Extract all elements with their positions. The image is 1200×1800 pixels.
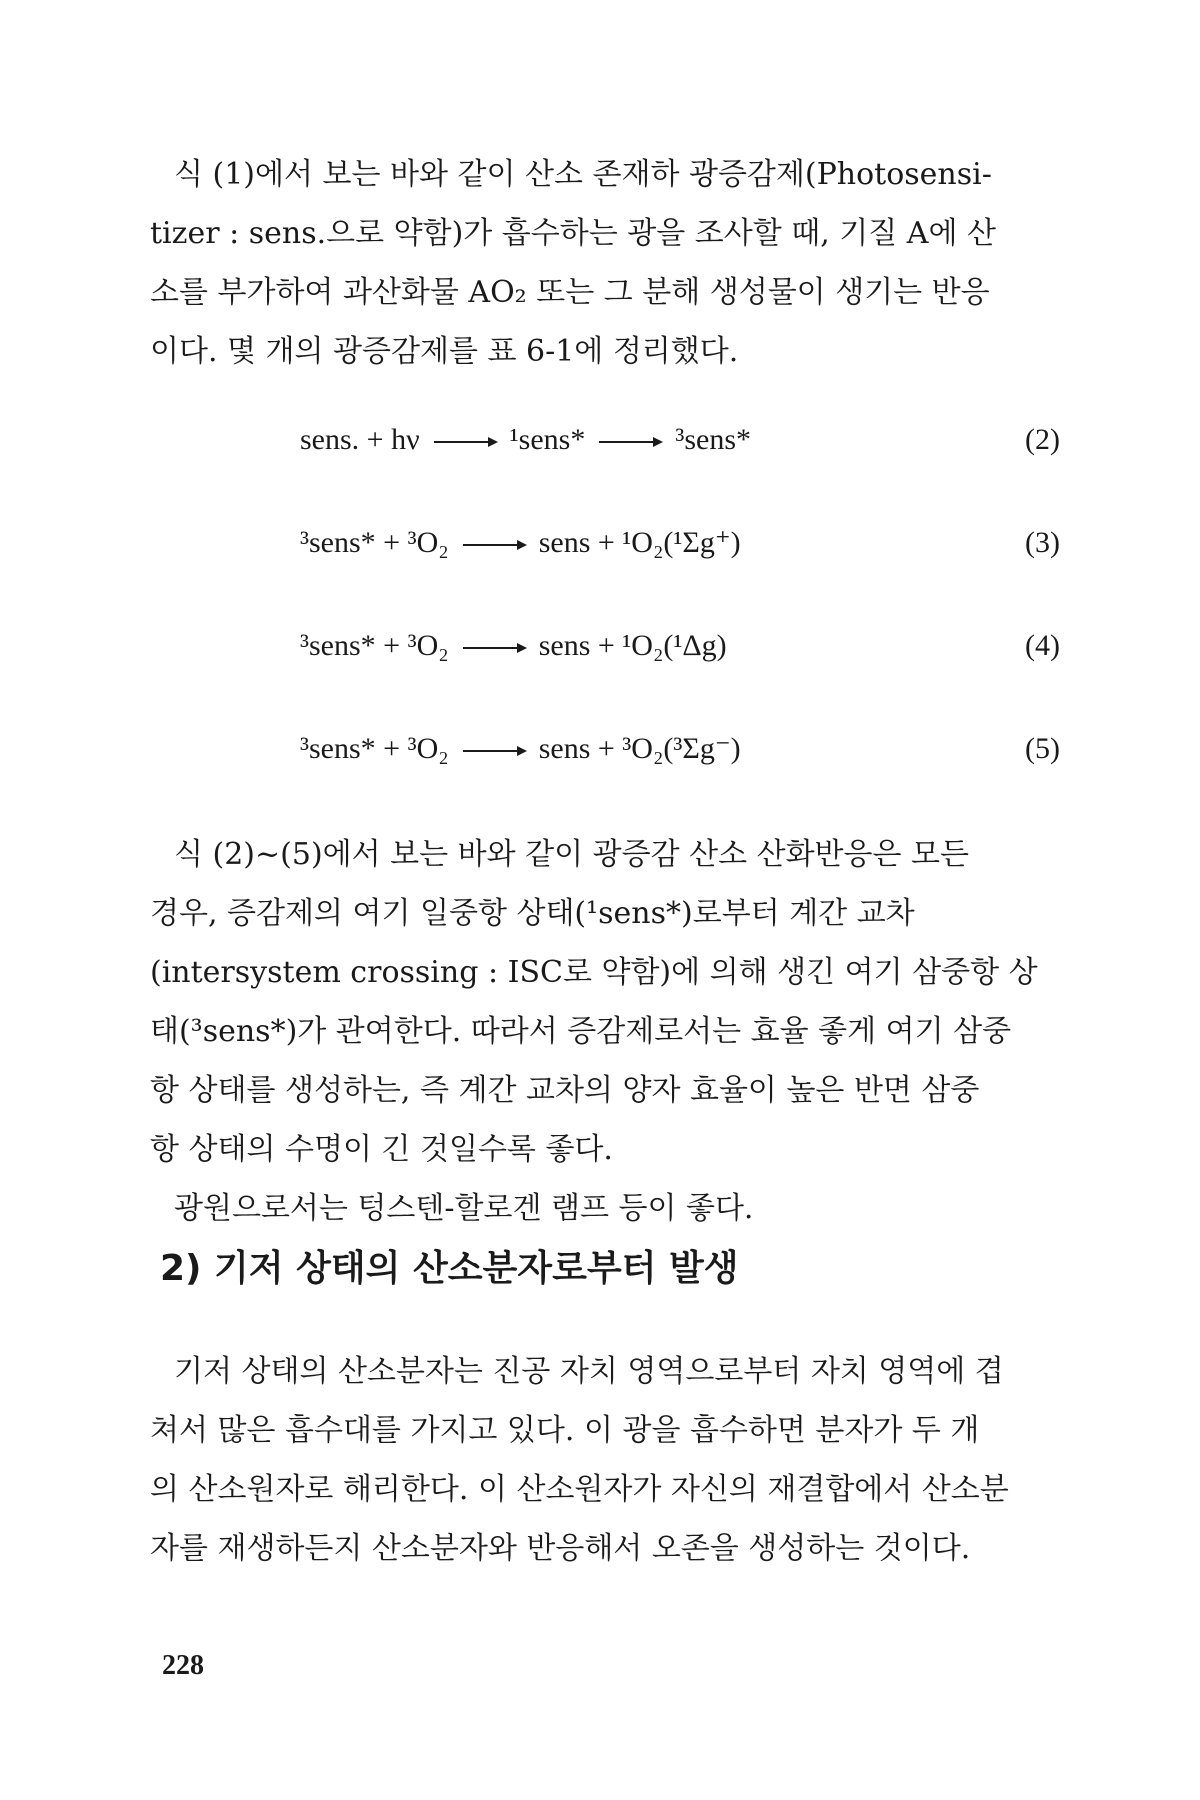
text-line: 항 상태의 수명이 긴 것일수록 좋다.	[150, 1132, 613, 1167]
text-line: 쳐서 많은 흡수대를 가지고 있다. 이 광을 흡수하면 분자가 두 개	[150, 1413, 980, 1448]
text-line: 의 산소원자로 해리한다. 이 산소원자가 자신의 재결합에서 산소분	[150, 1472, 1009, 1507]
equation-lhs: ³sens* + ³O₂	[300, 732, 449, 765]
text-line: 식 (1)에서 보는 바와 같이 산소 존재하 광증감제(Photosensi-	[174, 157, 992, 192]
text-line: 식 (2)~(5)에서 보는 바와 같이 광증감 산소 산화반응은 모든	[174, 837, 969, 872]
text-line: 항 상태를 생성하는, 즉 계간 교차의 양자 효율이 높은 반면 삼중	[150, 1073, 980, 1108]
equation-5	[300, 724, 1060, 774]
reaction-arrow-icon	[463, 544, 525, 546]
equation-number: (2)	[1025, 423, 1060, 456]
reaction-arrow-icon	[463, 750, 525, 752]
equation-lhs: ³sens* + ³O₂	[300, 526, 449, 559]
equation-4	[300, 621, 1060, 671]
paragraph-ground-state	[150, 1342, 1050, 1578]
equation-rhs: sens + ³O₂(³Σg⁻)	[538, 732, 741, 765]
text-line: 자를 재생하든지 산소분자와 반응해서 오존을 생성하는 것이다.	[150, 1531, 971, 1566]
equation-number: (3)	[1025, 526, 1060, 559]
equation-2	[300, 415, 1060, 465]
reaction-arrow-icon	[599, 441, 661, 443]
paragraph-mechanism	[150, 825, 1050, 1238]
equation-number: (4)	[1025, 629, 1060, 662]
equation-rhs: ³sens*	[675, 423, 751, 456]
text-line: (intersystem crossing : ISC로 약함)에 의해 생긴 여기 삼중항 상	[150, 955, 1038, 990]
equation-number: (5)	[1025, 732, 1060, 765]
text-line: tizer : sens.으로 약함)가 흡수하는 광을 조사할 때, 기질 A에 산	[150, 216, 996, 251]
reaction-arrow-icon	[434, 441, 496, 443]
text-line: 이다. 몇 개의 광증감제를 표 6-1에 정리했다.	[150, 334, 739, 369]
text-line: 광원으로서는 텅스텐-할로겐 램프 등이 좋다.	[174, 1191, 754, 1226]
equation-middle: ¹sens*	[509, 423, 586, 456]
equation-rhs: sens + ¹O₂(¹Σg⁺)	[538, 526, 741, 559]
text-line: 태(³sens*)가 관여한다. 따라서 증감제로서는 효율 좋게 여기 삼중	[150, 1014, 1012, 1049]
reaction-arrow-icon	[463, 647, 525, 649]
paragraph-intro	[150, 145, 1050, 381]
equation-lhs: sens. + hν	[300, 423, 420, 456]
equation-rhs: sens + ¹O₂(¹Δg)	[538, 629, 727, 662]
section-heading: 2) 기저 상태의 산소분자로부터 발생	[160, 1248, 739, 1289]
page-number: 228	[162, 1650, 204, 1681]
text-line: 경우, 증감제의 여기 일중항 상태(¹sens*)로부터 계간 교차	[150, 896, 915, 931]
equation-3	[300, 518, 1060, 568]
equation-lhs: ³sens* + ³O₂	[300, 629, 449, 662]
text-line: 소를 부가하여 과산화물 AO₂ 또는 그 분해 생성물이 생기는 반응	[150, 275, 990, 310]
text-line: 기저 상태의 산소분자는 진공 자치 영역으로부터 자치 영역에 겹	[174, 1354, 1004, 1389]
